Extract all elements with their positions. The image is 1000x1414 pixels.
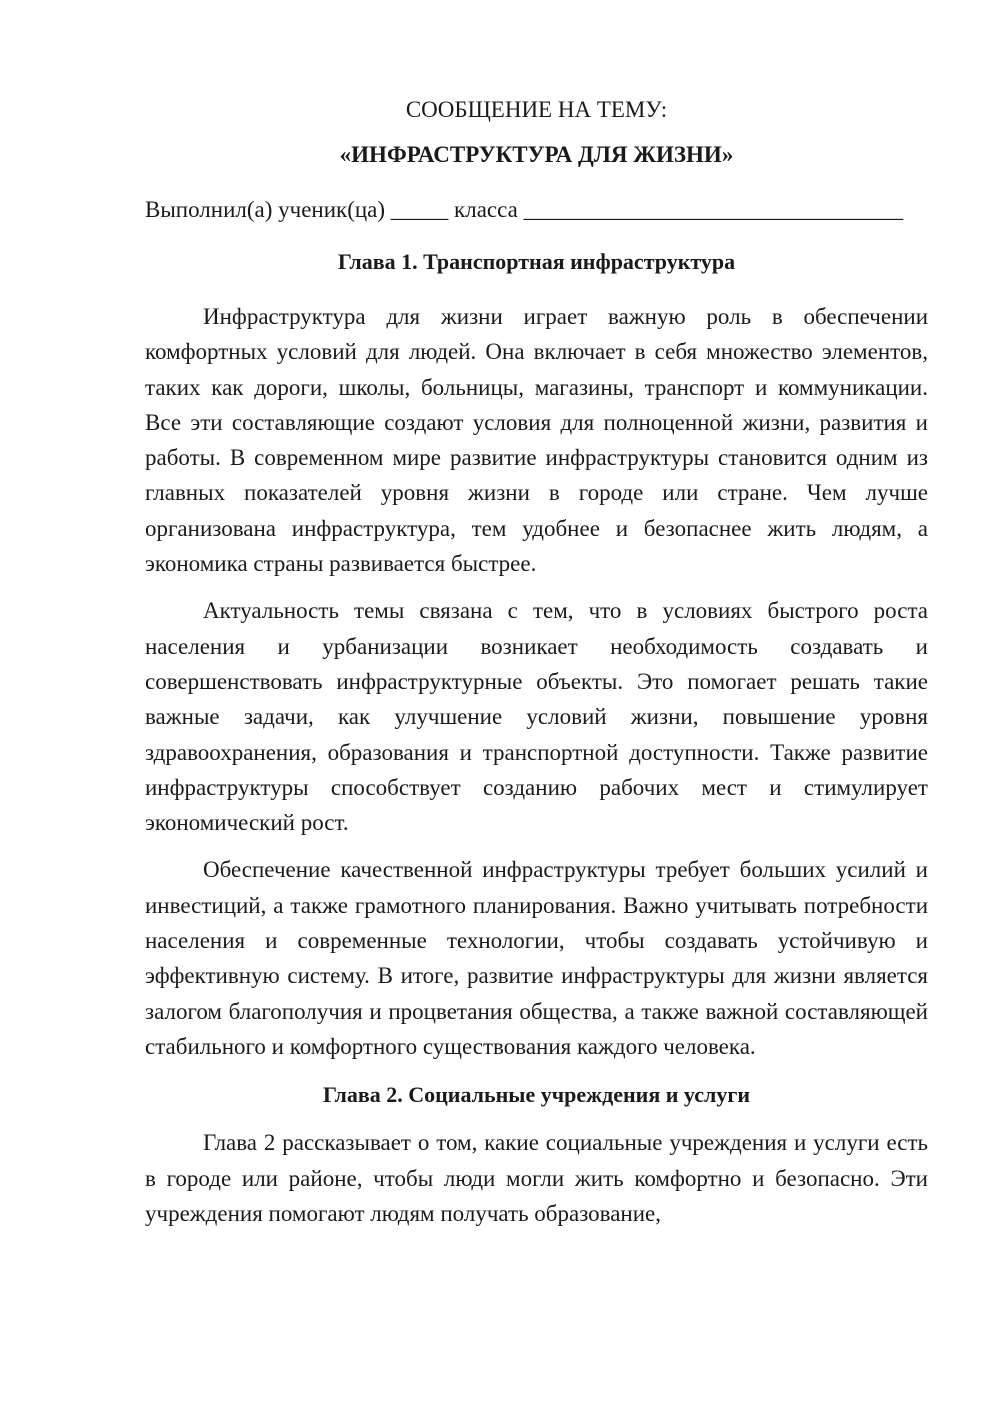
document-page [145,92,928,1231]
chapter-2-title: Глава 2. Социальные учреждения и услуги [322,1082,751,1108]
paragraph: Обеспечение качественной инфраструктуры требует больших усилий и инвестиций, а также грамотного планирования. Важно учитывать потребности населения и современные технологии, чтобы создавать устойчивую и эффективную систему. В итоге, развитие инфраструктуры для жизни является залогом благополучия и процветания общества, а также важной составляющей стабильного и комфортного существования каждого человека. [145,857,928,1059]
document-title: «ИНФРАСТРУКТУРА ДЛЯ ЖИЗНИ» [339,142,734,167]
author-line: Выполнил(а) ученик(ца) _____ класса _________________________________ [145,197,904,222]
chapter-1-title: Глава 1. Транспортная инфраструктура [337,249,736,274]
paragraph: Глава 2 рассказывает о том, какие социальные учреждения и услуги есть в городе или районе, чтобы люди могли жить комфортно и безопасно. Эти учреждения помогают людям получать образование, [145,1130,928,1226]
paragraph: Инфраструктура для жизни играет важную роль в обеспечении комфортных условий для людей. Она включает в себя множество элементов, таких как дороги, школы, больницы, магазины, транспорт и коммуникации. Все эти составляющие создают условия для полноценной жизни, развития и работы. В современном мире развитие инфраструктуры становится одним из главных показателей уровня жизни в городе или стране. Чем лучше организована инфраструктура, тем удобнее и безопаснее жить людям, а экономика страны развивается быстрее. [145,304,928,577]
document-header-line: СООБЩЕНИЕ НА ТЕМУ: [405,97,668,122]
paragraph: Актуальность темы связана с тем, что в условиях быстрого роста населения и урбанизации возникает необходимость создавать и совершенствовать инфраструктурные объекты. Это помогает решать такие важные задачи, как улучшение условий жизни, повышение уровня здравоохранения, образования и транспортной доступности. Также развитие инфраструктуры способствует созданию рабочих мест и стимулирует экономический рост. [145,598,928,836]
